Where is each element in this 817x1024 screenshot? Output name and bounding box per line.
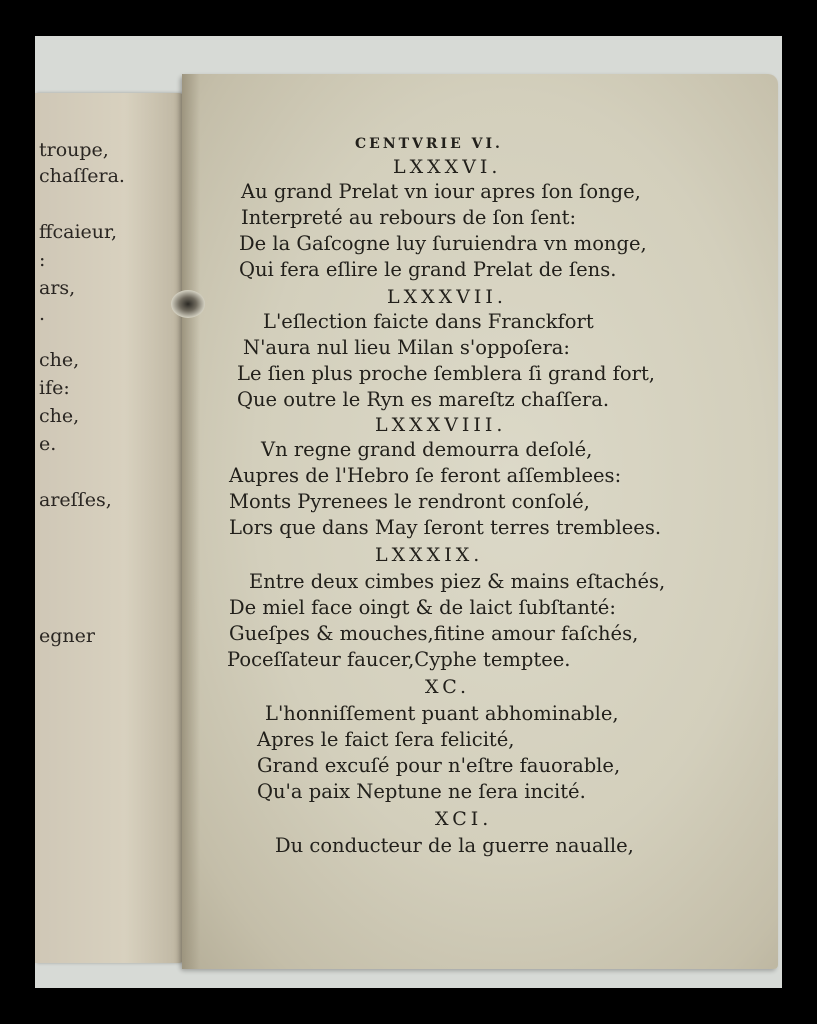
quatrain-numeral: LXXXVIII. [375,414,507,436]
verse-line: Que outre le Ryn es mareſtz chaſſera. [237,388,610,411]
left-line: ffcaieur, [39,221,118,243]
verse-line: Qu'a paix Neptune ne ſera incité. [257,780,586,803]
verse-line: L'eſlection faicte dans Franckfort [263,310,594,333]
verse-line: N'aura nul lieu Milan s'oppoſera: [243,336,570,359]
left-line: egner [39,625,95,647]
verse-line: Grand excuſé pour n'eſtre fauorable, [257,754,621,777]
binding-hole [171,290,205,318]
verse-line: Du conducteur de la guerre naualle, [275,834,634,857]
quatrain-numeral: LXXXVII. [387,286,507,308]
left-line: . [39,303,46,325]
quatrain-numeral: XCI. [435,808,493,830]
verse-line: Entre deux cimbes piez & mains eſtachés, [249,570,666,593]
left-line: troupe, [39,139,109,161]
verse-line: Aupres de l'Hebro ſe feront aſſemblees: [229,464,622,487]
verse-line: Qui fera eſlire le grand Prelat de ſens. [239,258,617,281]
verse-line: Au grand Prelat vn iour apres ſon ſonge, [241,180,641,203]
verse-line: Monts Pyrenees le rendront conſolé, [229,490,590,513]
left-line: che, [39,349,80,371]
verse-line: De la Gaſcogne luy ſuruiendra vn monge, [239,232,647,255]
left-line: ars, [39,277,76,299]
left-line: ife: [39,377,70,399]
quatrain-numeral: XC. [425,676,471,698]
verse-line: Interpreté au rebours de ſon ſent: [241,206,577,229]
left-page [35,93,185,963]
verse-line: Gueſpes & mouches,fitine amour faſchés, [229,622,639,645]
running-head: CENTVRIE VI. [355,136,503,152]
quatrain-numeral: LXXXVI. [393,156,502,178]
left-line: chaſſera. [39,165,125,187]
verse-line: L'honniſſement puant abhominable, [265,702,619,725]
verse-line: De miel face oingt & de laict ſubſtanté: [229,596,616,619]
verse-line: Poceſſateur faucer,Cyphe temptee. [227,648,571,671]
verse-line: Le ſien plus proche ſemblera ſi grand fort, [237,362,655,385]
left-line: : [39,249,46,271]
book-scan [35,36,782,988]
verse-line: Vn regne grand demourra deſolé, [261,438,593,461]
left-line: e. [39,433,57,455]
verse-line: Lors que dans May ſeront terres tremblees. [229,516,662,539]
verse-line: Apres le faict ſera felicité, [257,728,515,751]
left-line: areſſes, [39,489,112,511]
page-gutter [182,74,200,969]
left-line: che, [39,405,80,427]
quatrain-numeral: LXXXIX. [375,544,484,566]
